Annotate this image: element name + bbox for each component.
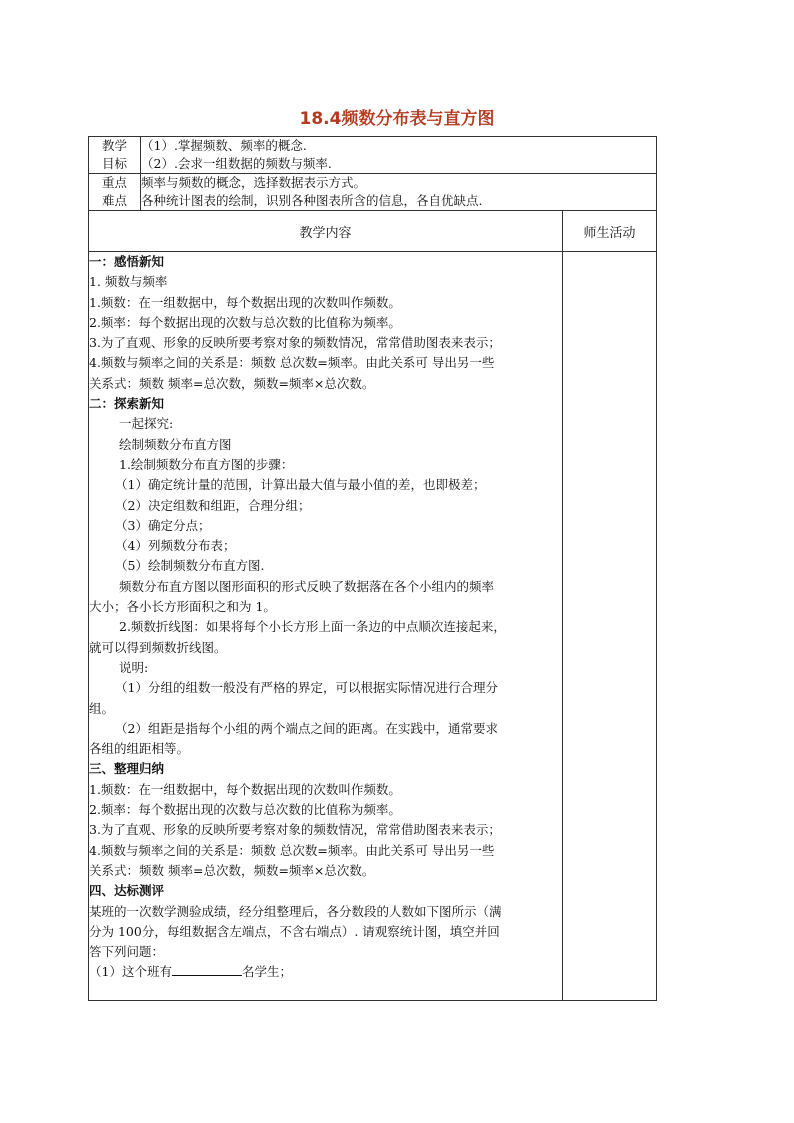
question-suffix: 名学生； xyxy=(241,964,292,980)
lesson-plan-table xyxy=(88,136,657,1001)
text-line: （1）确定统计量的范围，计算出最大值与最小值的差，也即极差； xyxy=(115,477,486,493)
content-header: 教学内容 xyxy=(89,211,563,252)
question-line xyxy=(89,962,562,982)
text-line: 一起探究: xyxy=(119,416,174,432)
objectives-row xyxy=(89,137,657,174)
text-line: 1.频数：在一组数据中，每个数据出现的次数叫作频数。 xyxy=(89,781,401,797)
objectives-content xyxy=(141,137,657,174)
key-points-label xyxy=(89,174,141,211)
objective-item: （1）.掌握频数、频率的概念. xyxy=(141,138,307,153)
text-line: 关系式：频数 频率=总次数，频数=频率×总次数。 xyxy=(89,375,375,391)
text-line: 组。 xyxy=(89,700,115,716)
text-line: 各组的组距相等。 xyxy=(89,741,190,757)
text-line: 答下列问题： xyxy=(89,944,165,960)
text-line: 4.频数与频率之间的关系是：频数 总次数=频率。由此关系可 导出另一些 xyxy=(89,355,495,371)
text-line: （2）决定组数和组距，合理分组； xyxy=(115,497,311,513)
text-line: 2.频数折线图：如果将每个小长方形上面一条边的中点顺次连接起来， xyxy=(119,619,506,635)
text-line: 2.频率：每个数据出现的次数与总次数的比值称为频率。 xyxy=(89,802,401,818)
section-title: 二：探索新知 xyxy=(89,396,165,412)
text-line: 某班的一次数学测验成绩，经分组整理后，各分数段的人数如下图所示（满 xyxy=(89,903,502,919)
activity-header: 师生活动 xyxy=(563,211,657,252)
text-line: 1. 频数与频率 xyxy=(89,274,168,290)
page-title: 18.4频数分布表与直方图 xyxy=(299,109,495,129)
section-title: 三、整理归纳 xyxy=(89,761,165,777)
objective-item: （2）.会求一组数据的频数与频率. xyxy=(141,156,332,171)
text-line: （4）列频数分布表； xyxy=(115,538,236,554)
text-line: 说明: xyxy=(119,659,149,675)
text-line: 分为 100分，每组数据含左端点，不含右端点）. 请观察统计图，填空并回 xyxy=(89,923,500,939)
section-title: 一：感悟新知 xyxy=(89,254,165,269)
key-points-label-line: 难点 xyxy=(101,193,127,208)
section-title: 四、达标测评 xyxy=(89,883,165,899)
text-line: 关系式：频数 频率=总次数，频数=频率×总次数。 xyxy=(89,862,375,878)
text-line: 1.绘制频数分布直方图的步骤： xyxy=(119,456,294,472)
key-point-item: 各种统计图表的绘制，识别各种图表所含的信息，各自优缺点. xyxy=(141,193,483,208)
teaching-content xyxy=(89,252,563,1001)
objectives-label-line: 教学 xyxy=(101,138,127,153)
text-line: 2.频率：每个数据出现的次数与总次数的比值称为频率。 xyxy=(89,314,401,330)
header-row xyxy=(89,211,657,252)
key-points-label-line: 重点 xyxy=(101,175,127,190)
text-line: （5）绘制频数分布直方图. xyxy=(115,558,265,574)
text-line: 频数分布直方图以图形面积的形式反映了数据落在各个小组内的频率 xyxy=(119,578,495,594)
answer-blank[interactable] xyxy=(172,962,242,976)
question-prefix: （1）这个班有 xyxy=(89,964,172,980)
text-line: 1.频数：在一组数据中，每个数据出现的次数叫作频数。 xyxy=(89,294,401,310)
key-points-row xyxy=(89,174,657,211)
text-line: 就可以得到频数折线图。 xyxy=(89,639,227,655)
text-line: （3）确定分点； xyxy=(115,517,211,533)
text-line: 3.为了直观、形象的反映所要考察对象的频数情况，常常借助图表来表示； xyxy=(89,335,501,351)
objectives-label-line: 目标 xyxy=(101,156,127,171)
activity-column xyxy=(563,252,657,1001)
text-line: （1）分组的组数一般没有严格的界定，可以根据实际情况进行合理分 xyxy=(115,680,498,696)
text-line: 4.频数与频率之间的关系是：频数 总次数=频率。由此关系可 导出另一些 xyxy=(89,842,495,858)
text-line: 3.为了直观、形象的反映所要考察对象的频数情况，常常借助图表来表示； xyxy=(89,822,501,838)
text-line: 大小；各小长方形面积之和为 1。 xyxy=(89,599,276,615)
body-row xyxy=(89,252,657,1001)
text-line: （2）组距是指每个小组的两个端点之间的距离。在实践中，通常要求 xyxy=(115,720,498,736)
objectives-label xyxy=(89,137,141,174)
key-point-item: 频率与频数的概念，选择数据表示方式。 xyxy=(141,175,367,190)
text-line: 绘制频数分布直方图 xyxy=(119,436,232,452)
key-points-content xyxy=(141,174,657,211)
